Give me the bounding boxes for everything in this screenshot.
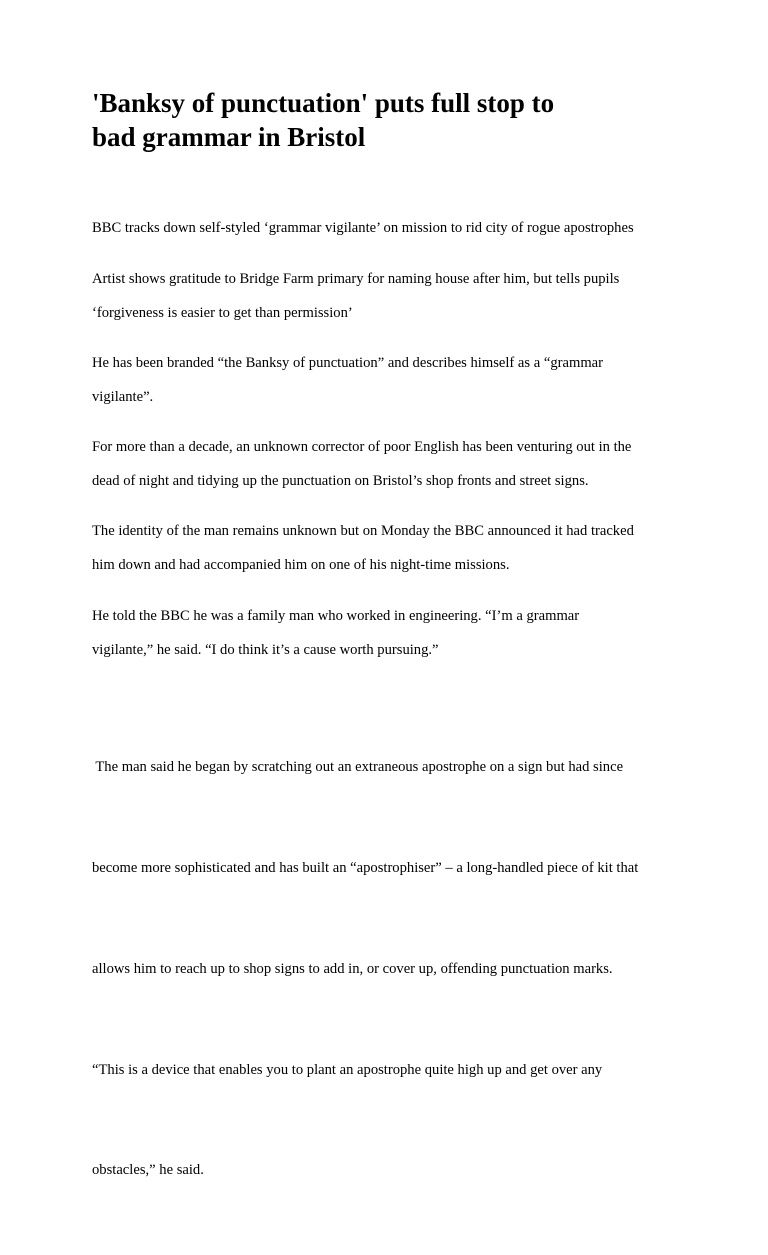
body-paragraph xyxy=(92,431,692,498)
text-line: become more sophisticated and has built an “apostrophiser” – a long-handled piece of kit that xyxy=(92,859,639,876)
text-line: obstacles,” he said. xyxy=(92,1162,204,1179)
text-line: The man said he began by scratching out an extraneous apostrophe on a sign but had since xyxy=(92,759,624,776)
text-line: The identity of the man remains unknown but on Monday the BBC announced it had tracked xyxy=(92,523,634,539)
text-line: him down and had accompanied him on one of his night-time missions. xyxy=(92,556,510,573)
standfirst-paragraph-2 xyxy=(92,263,692,330)
text-line: Artist shows gratitude to Bridge Farm primary for naming house after him, but tells pupils xyxy=(92,271,620,287)
body-paragraph xyxy=(92,347,692,414)
standfirst-paragraph xyxy=(92,212,692,246)
text-line: vigilante,” he said. “I do think it’s a cause worth pursuing.” xyxy=(92,641,439,658)
title-line: 'Banksy of punctuation' puts full stop to xyxy=(92,88,555,118)
text-line: ‘forgiveness is easier to get than permission’ xyxy=(92,304,353,321)
body-paragraph xyxy=(92,515,692,582)
text-line: dead of night and tidying up the punctuation on Bristol’s shop fronts and street signs. xyxy=(92,472,589,489)
body-paragraph xyxy=(92,684,692,1255)
text-line: allows him to reach up to shop signs to add in, or cover up, offending punctuation marks. xyxy=(92,960,613,977)
title-line: bad grammar in Bristol xyxy=(92,122,366,152)
text-line: He told the BBC he was a family man who worked in engineering. “I’m a grammar xyxy=(92,608,580,624)
body-paragraph xyxy=(92,600,692,667)
text-line: vigilante”. xyxy=(92,388,154,405)
text-line: BBC tracks down self-styled ‘grammar vigilante’ on mission to rid city of rogue apostrophes xyxy=(92,220,634,236)
article-title xyxy=(92,86,692,154)
text-line: “This is a device that enables you to plant an apostrophe quite high up and get over any xyxy=(92,1061,603,1078)
text-line: For more than a decade, an unknown corrector of poor English has been venturing out in the xyxy=(92,439,632,455)
text-line: He has been branded “the Banksy of punctuation” and describes himself as a “grammar xyxy=(92,355,604,371)
